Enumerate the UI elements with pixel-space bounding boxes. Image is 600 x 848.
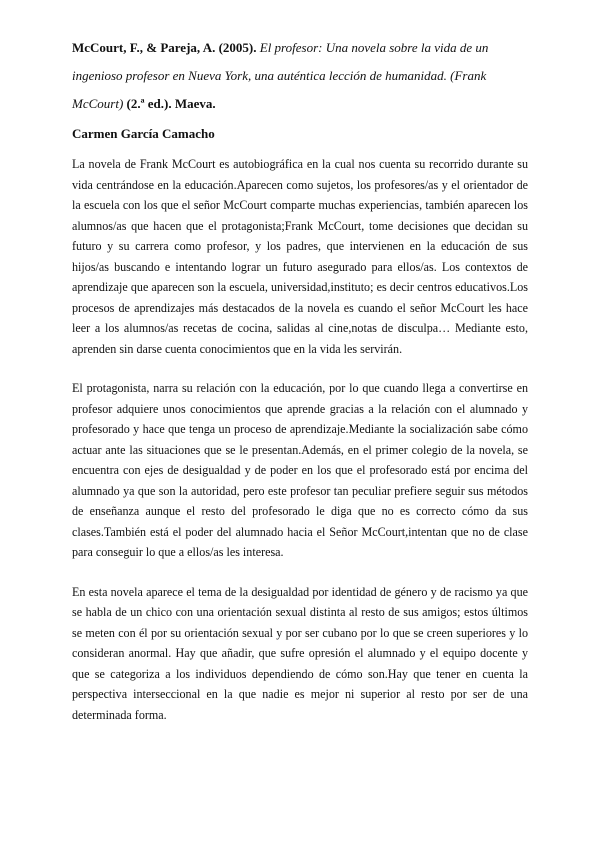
author-name: Carmen García Camacho xyxy=(72,126,215,141)
citation-edition: (2.ª ed.). xyxy=(126,96,172,111)
bibliographic-citation xyxy=(72,34,528,118)
paragraph-2: El protagonista, narra su relación con la educación, por lo que cuando llega a convertirse en profesor adquiere unos conocimientos que aprende gracias a la relación con el alumnado y profesorado y hace que tenga un proceso de aprendizaje.Mediante la socialización sabe cómo actuar ante las situaciones que se le presentan.Además, en el primer colegio de la novela, se encuentra con ejes de desigualdad y de poder en los que el profesorado está por encima del alumnado ya que son la autoridad, pero este profesor tan peculiar prefiere seguir sus métodos de enseñanza aunque el resto del profesorado le diga que no es correcto cómo da sus clases.También está el poder del alumnado hacia el Señor McCourt,intentan que no de clase para conseguir lo que a ellos/as les interesa. xyxy=(72,381,528,559)
paragraph-1: La novela de Frank McCourt es autobiográfica en la cual nos cuenta su recorrido durante su vida centrándose en la educación.Aparecen como sujetos, los profesores/as y el orientador de la escuela con los que el señor McCourt comparte muchas experiencias, también aparecen los alumnos/as que hacen que el protagonista;Frank McCourt, tome decisiones que decidan su futuro y su carrera como profesor, y los padres, que intervienen en la educación de sus hijos/as buscando e intentando lograr un futuro asegurado para ellos/as. Los contextos de aprendizaje que aparecen son la escuela, universidad,instituto; es decir centros educativos.Los procesos de aprendizajes más destacados de la novela es cuando el señor McCourt les hace leer a los alumnos/as recetas de cocina, salidas al cine,notas de disculpa… Mediante esto, aprenden sin darse cuenta conocimientos que en la vida les servirán. xyxy=(72,157,528,356)
citation-title: El profesor: Una novela sobre la vida de un ingenioso profesor en Nueva York, una auténtica lección de humanidad. (Frank McCourt) xyxy=(72,40,489,111)
citation-publisher: Maeva. xyxy=(174,96,216,111)
citation-authors: McCourt, F., & Pareja, A. (2005). xyxy=(72,40,257,55)
paragraph-3: En esta novela aparece el tema de la desigualdad por identidad de género y de racismo ya que se habla de un chico con una orientación sexual distinta al resto de sus amigos; estos últimos se meten con él por su orientación sexual y por ser cubano por lo que se creen superiores y lo consideran anormal. Hay que añadir, que sufre opresión el alumnado y el equipo docente y que se categoriza a los individuos dependiendo de cómo son.Hay que tener en cuenta la perspectiva interseccional en la que nadie es mejor ni superior al resto por ser de una determinada forma. xyxy=(72,584,528,722)
